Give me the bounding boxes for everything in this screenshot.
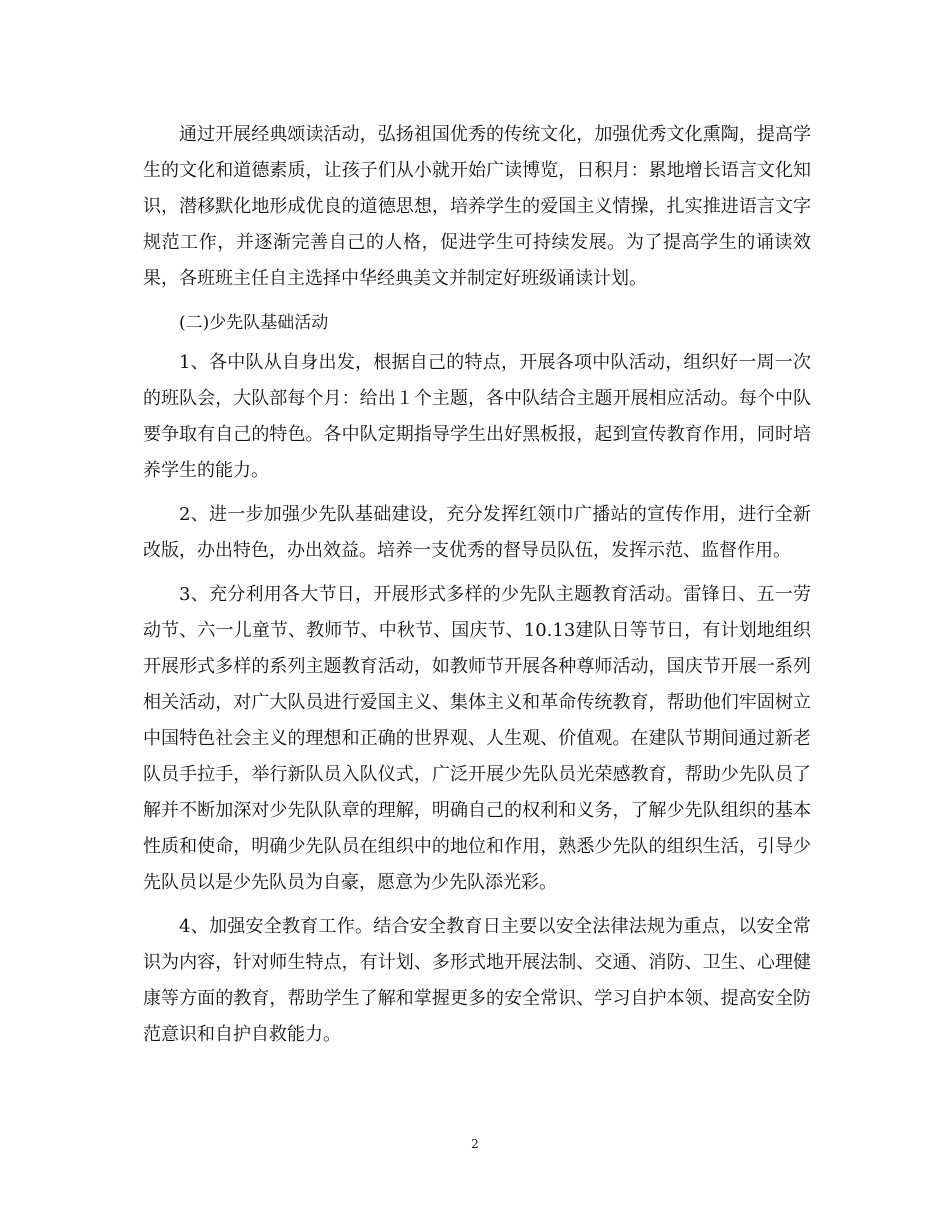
paragraph-classics-reading: 通过开展经典颂读活动，弘扬祖国优秀的传统文化，加强优秀文化熏陶，提高学生的文化和道德素质，让孩子们从小就开始广读博览，日积月：累地增长语言文化知识，潜移默化地形成优良的道德思想，培养学生的爱国主义情操，扎实推进语言文字规范工作，并逐渐完善自己的人格，促进学生可持续发展。为了提高学生的诵读效果，各班班主任自主选择中华经典美文并制定好班级诵读计划。 xyxy=(143,124,811,289)
paragraph-item-1: 1、各中队从自身出发，根据自己的特点，开展各项中队活动，组织好一周一次的班队会，大队部每个月：给出１个主题，各中队结合主题开展相应活动。每个中队要争取有自己的特色。各中队定期指导学生出好黑板报，起到宣传教育作用，同时培养学生的能力。 xyxy=(143,352,811,481)
page-number: 2 xyxy=(471,1137,479,1151)
paragraph-item-4: 4、加强安全教育工作。结合安全教育日主要以安全法律法规为重点，以安全常识为内容，针对师生特点，有计划、多形式地开展法制、交通、消防、卫生、心理健康等方面的教育，帮助学生了解和掌握更多的安全常识、学习自护本领、提高安全防范意识和自护自救能力。 xyxy=(143,916,811,1045)
paragraph-item-2: 2、进一步加强少先队基础建设，充分发挥红领巾广播站的宣传作用，进行全新改版，办出特色，办出效益。培养一支优秀的督导员队伍，发挥示范、监督作用。 xyxy=(143,504,811,561)
document-body xyxy=(143,117,811,1061)
section-heading-pioneers: (二)少先队基础活动 xyxy=(179,313,329,333)
paragraph-item-3: 3、充分利用各大节日，开展形式多样的少先队主题教育活动。雷锋日、五一劳动节、六一儿童节、教师节、中秋节、国庆节、10.13建队日等节日，有计划地组织开展形式多样的系列主题教育活动，如教师节开展各种尊师活动，国庆节开展一系列相关活动，对广大队员进行爱国主义、集体主义和革命传统教育，帮助他们牢固树立中国特色社会主义的理想和正确的世界观、人生观、价值观。在建队节期间通过新老队员手拉手，举行新队员入队仪式，广泛开展少先队员光荣感教育，帮助少先队员了解并不断加深对少先队队章的理解，明确自己的权利和义务，了解少先队组织的基本性质和使命，明确少先队员在组织中的地位和作用，熟悉少先队的组织生活，引导少先队员以是少先队员为自豪，愿意为少先队添光彩。 xyxy=(143,584,811,893)
